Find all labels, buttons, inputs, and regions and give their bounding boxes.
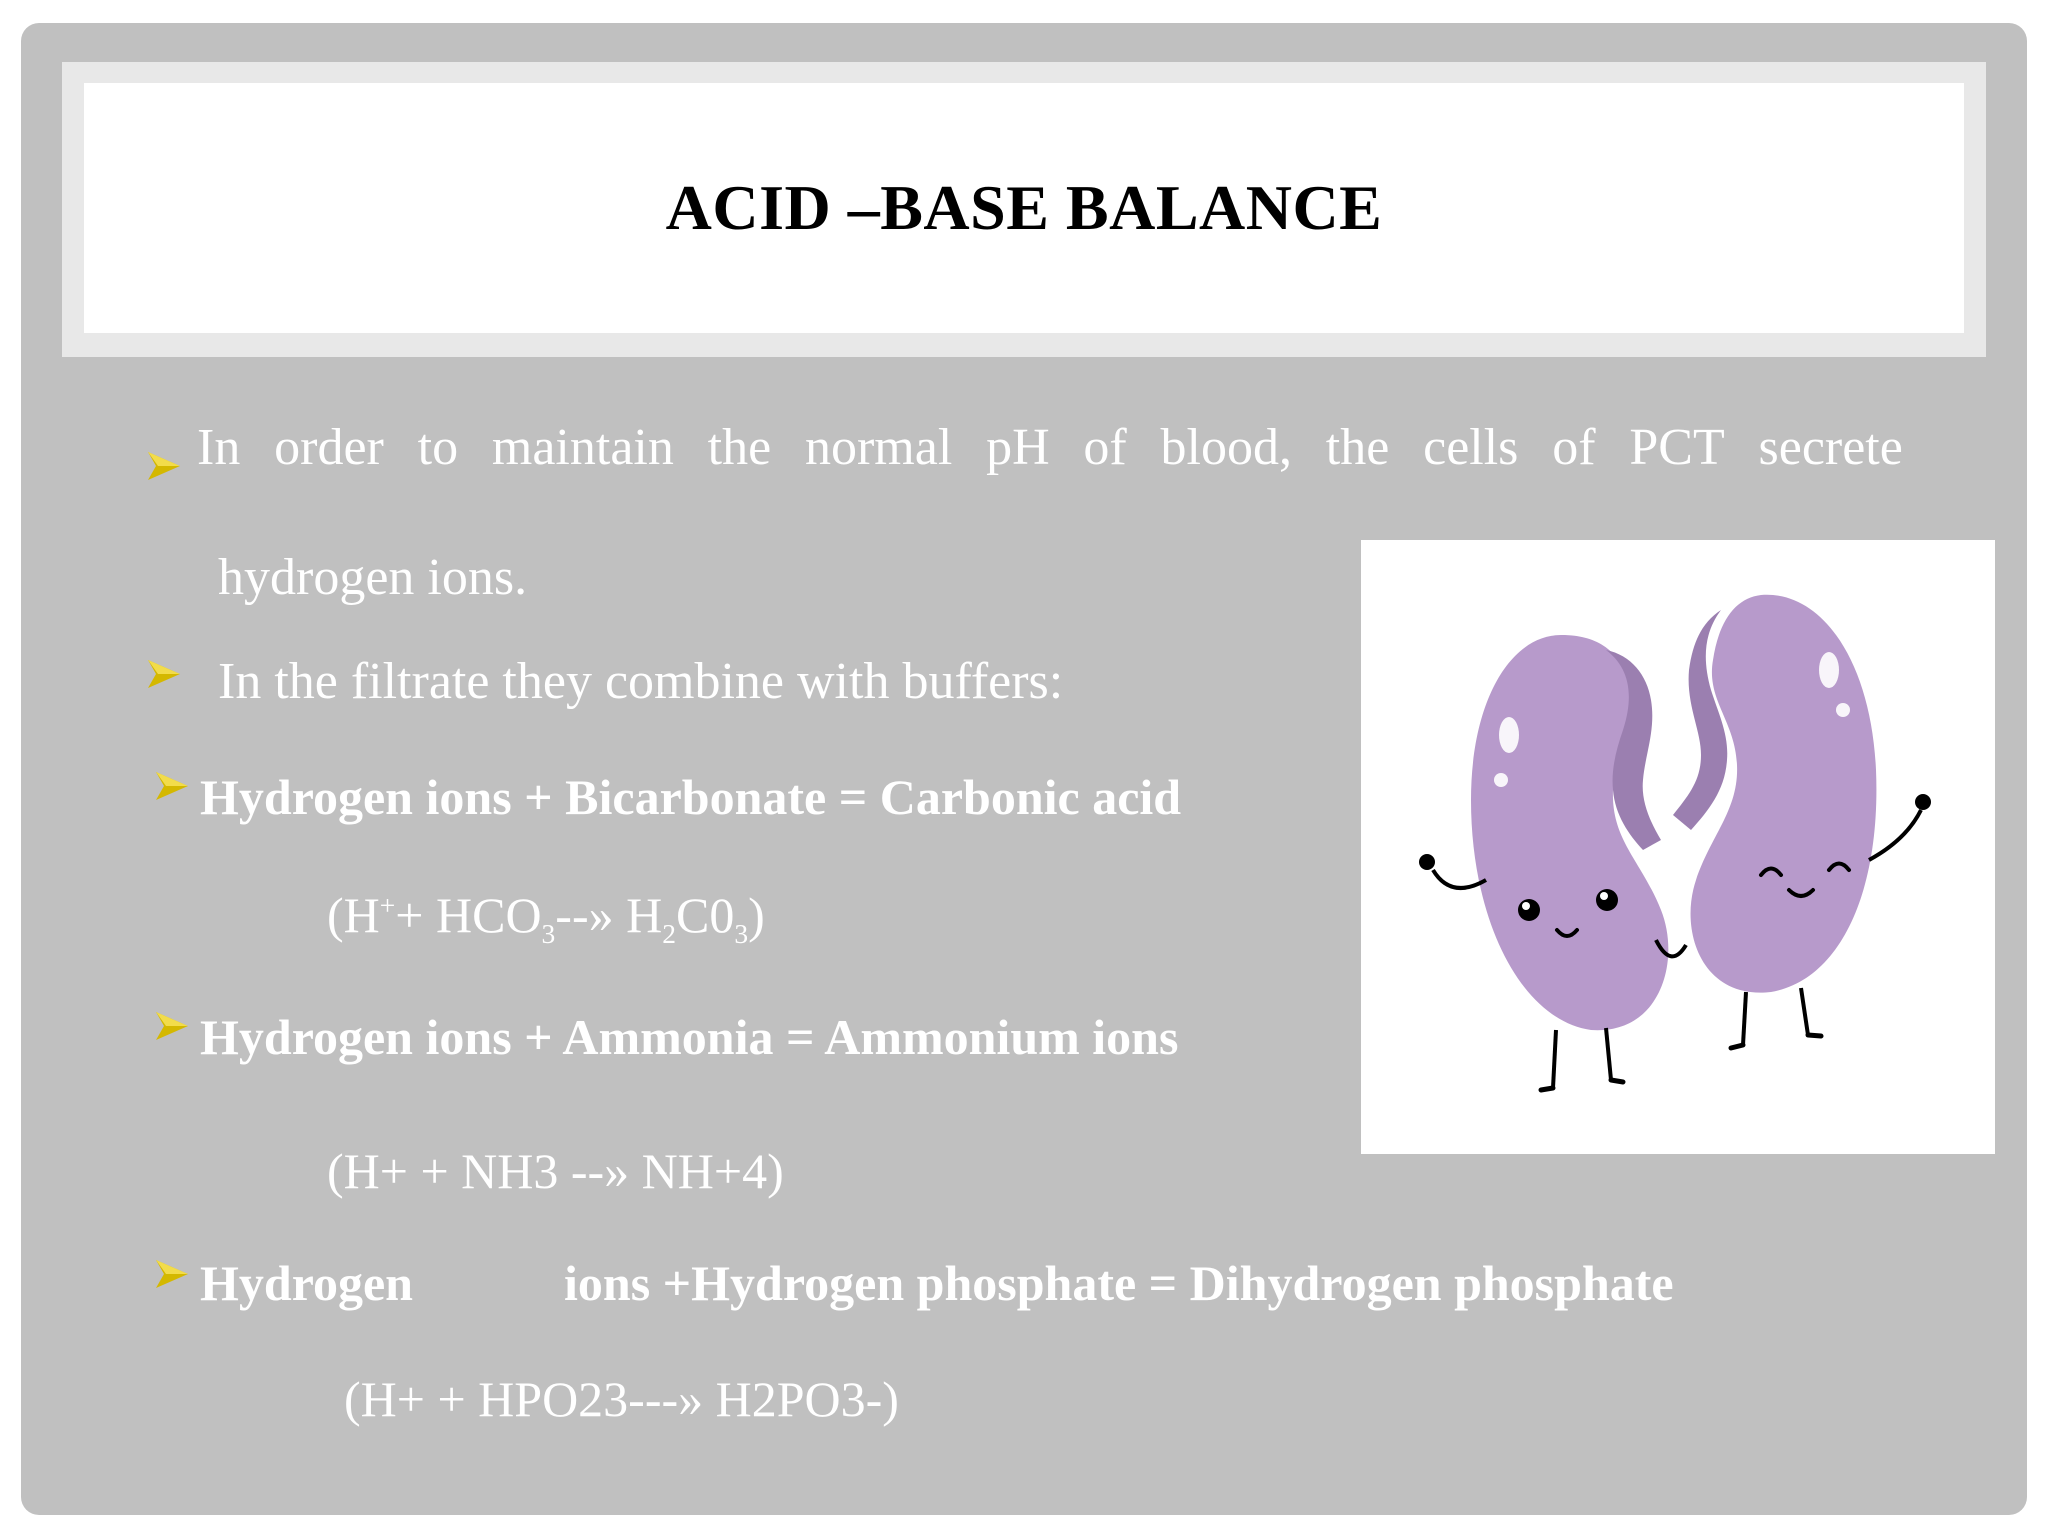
kidneys-illustration [1361, 540, 1995, 1154]
bullet-2-text: In the filtrate they combine with buffers: [218, 653, 1064, 710]
bullet-1-word: of [1083, 419, 1127, 476]
equation-2-formula: (H+ + NH3 --» NH+4) [327, 1143, 784, 1199]
bullet-1-word: In [197, 419, 241, 476]
formula-sub: 3 [541, 918, 556, 949]
left-kidney [1419, 635, 1668, 1090]
kidneys-icon [1361, 540, 1995, 1154]
bullet-1-word: cells [1423, 419, 1519, 476]
formula-part: --» H [555, 887, 663, 943]
arrow-bullet-icon [144, 654, 184, 694]
arrow-bullet-icon [152, 766, 192, 806]
bullet-1-word: the [707, 419, 772, 476]
bullet-1-line-1 [197, 418, 1903, 477]
bullet-1-word: PCT [1629, 419, 1725, 476]
bullet-1-word: order [274, 419, 384, 476]
formula-sub: 3 [734, 918, 749, 949]
arrow-bullet-icon [152, 1254, 192, 1294]
formula-sub: 2 [662, 918, 676, 949]
equation-1-formula [327, 886, 765, 950]
right-kidney [1673, 595, 1931, 1048]
equation-3-text-b: ions +Hydrogen phosphate = Dihydrogen phosphate [564, 1255, 1674, 1311]
arrow-bullet-icon [152, 1006, 192, 1046]
bullet-1-line-2: hydrogen ions. [218, 549, 528, 606]
bullet-1-word: of [1552, 419, 1596, 476]
bullet-1-word: to [417, 419, 459, 476]
arrow-bullet-icon [144, 446, 184, 486]
equation-1-text: Hydrogen ions + Bicarbonate = Carbonic acid [200, 769, 1182, 825]
bullet-1-word: maintain [491, 419, 674, 476]
bullet-1-word: secrete [1758, 419, 1903, 476]
bullet-1-word: blood, [1160, 419, 1292, 476]
bullet-1-word: pH [986, 419, 1050, 476]
equation-3-formula: (H+ + HPO23---» H2PO3-) [344, 1371, 899, 1427]
equation-2-text: Hydrogen ions + Ammonia = Ammonium ions [200, 1009, 1179, 1065]
equation-3-text-a: Hydrogen [200, 1255, 413, 1311]
slide-title: ACID –BASE BALANCE [665, 172, 1383, 243]
formula-part: (H [327, 887, 380, 943]
formula-part: C0 [675, 887, 735, 943]
bullet-1-word: normal [804, 419, 953, 476]
title-box [84, 83, 1964, 333]
formula-part: + HCO [395, 887, 542, 943]
formula-sup: + [379, 889, 396, 921]
bullet-1-word: the [1325, 419, 1390, 476]
formula-part: ) [748, 887, 765, 943]
